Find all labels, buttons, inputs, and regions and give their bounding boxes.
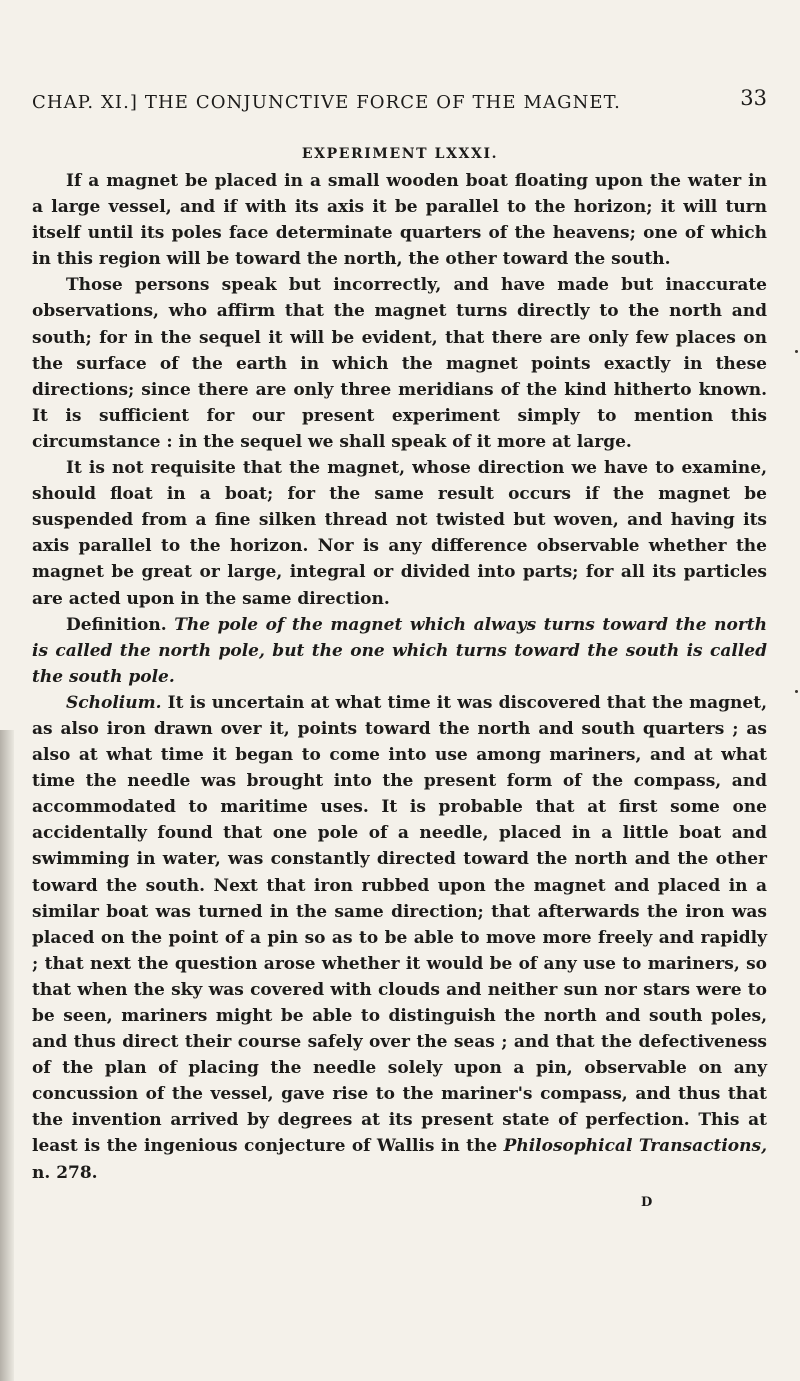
page-number: 33 bbox=[740, 86, 767, 110]
definition-label: Definition. bbox=[66, 614, 167, 635]
running-header bbox=[32, 86, 767, 122]
margin-dot bbox=[795, 350, 798, 353]
binding-shadow bbox=[0, 730, 14, 1381]
definition-text: The pole of the magnet which always turns toward the north is called the north pole, but the one which turns toward the south is called the south pole. bbox=[32, 614, 767, 687]
citation-number: n. 278. bbox=[32, 1162, 98, 1183]
body-text bbox=[32, 168, 767, 1186]
margin-dot bbox=[795, 690, 798, 693]
paragraph-text: If a magnet be placed in a small wooden boat floating upon the water in a large vessel, and if with its axis it be parallel to the horizon; it will turn itself until its poles face determinate quarters of the heavens; one of which in this region will be toward the north, the other toward the south. bbox=[32, 171, 767, 270]
paragraph-3 bbox=[32, 455, 767, 612]
scholium-paragraph bbox=[32, 690, 767, 1186]
paragraph-text: It is not requisite that the magnet, whose direction we have to examine, should float in a boat; for the same result occurs if the magnet be suspended from a fine silken thread not twisted but woven, and having its axis parallel to the horizon. Nor is any difference observable whether the magnet be great or large, integral or divided into parts; for all its particles are acted upon in the same direction. bbox=[32, 458, 767, 609]
signature-mark: D bbox=[641, 1195, 653, 1210]
paragraph-text: Those persons speak but incorrectly, and have made but inaccurate observations, who affirm that the magnet turns directly to the north and south; for in the sequel it will be evident, that there are only few places on the surface of the earth in which the magnet points exactly in these directions; since there are only three meridians of the kind hitherto known. It is sufficient for our present experiment simply to mention this circumstance : in the sequel we shall speak of it more at large. bbox=[32, 275, 767, 452]
running-title: CHAP. XI.] THE CONJUNCTIVE FORCE OF THE MAGNET. bbox=[32, 92, 621, 113]
scholium-text: It is uncertain at what time it was discovered that the magnet, as also iron drawn over it, points toward the north and south quarters ; as also at what time it began to come into use among mariners, and at what time the needle was brought into the present form of the compass, and accommodated to maritime uses. It is probable that at first some one accidentally found that one pole of a needle, placed in a little boat and swimming in water, was constantly directed toward the north and the other toward the south. Next that iron rubbed upon the magnet and placed in a similar boat was turned in the same direction; that afterwards the iron was placed on the point of a pin so as to be able to move more freely and rapidly ; that next the question arose whether it would be of any use to mariners, so that when the sky was covered with clouds and neither sun nor stars were to be seen, mariners might be able to distinguish the north and south poles, and thus direct their course safely over the seas ; and that the defectiveness of the plan of placing the needle solely upon a pin, observable on any concussion of the vessel, gave rise to the mariner's compass, and thus that the invention arrived by degrees at its present state of perfection. This at least is the ingenious conjecture of Wallis in the bbox=[32, 692, 767, 1157]
paragraph-1 bbox=[32, 168, 767, 272]
paragraph-2 bbox=[32, 272, 767, 455]
definition-paragraph bbox=[32, 612, 767, 690]
journal-title: Philosophical Transactions, bbox=[503, 1136, 767, 1157]
scholium-label: Scholium. bbox=[66, 692, 162, 713]
experiment-heading: EXPERIMENT LXXXI. bbox=[301, 146, 499, 162]
